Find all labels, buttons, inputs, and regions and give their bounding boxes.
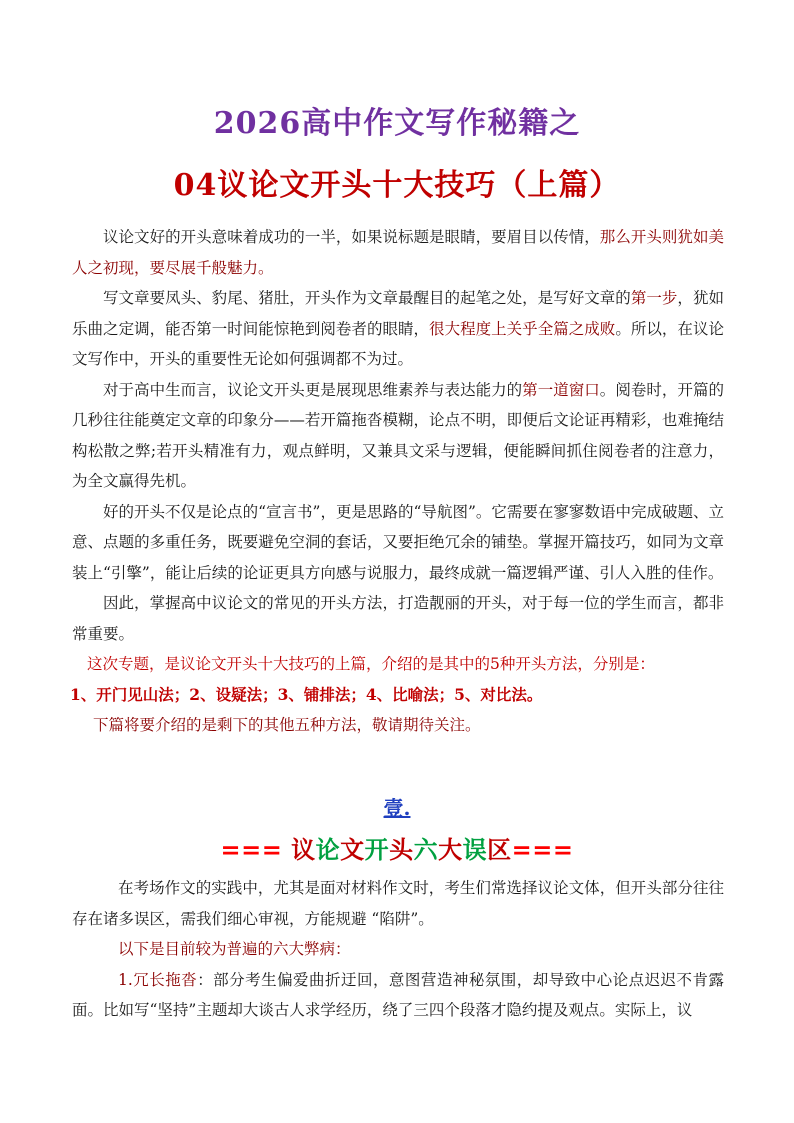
section-paragraph-2: 以下是目前较为普遍的六大弊病： [118,940,351,958]
intro-paragraph-1 [72,222,724,283]
section-title-part: 议 [291,835,316,864]
section-title-part: 头 [389,835,414,864]
section-paragraph-1: 在考场作文的实践中，尤其是面对材料作文时，考生们常选择议论文体，但开头部分往往存在诸多误区，需我们细心审视，方能规避 “陷阱”。 [72,879,724,928]
section-title-part: 开 [364,835,390,864]
section-title-part: 大 [438,835,463,864]
document-title-line2: 04议论文开头十大技巧（上篇） [173,168,621,203]
intro-p3-text-b: 。阅卷时，开篇的几秒往往能奠定文章的印象分——若开篇拖沓模糊，论点不明，即便后文论证再精彩，也难掩结构松散之弊;若开头精准有力，观点鲜明，又兼具文采与逻辑，便能瞬间抓住阅卷者的注意力，为全文赢得先机。 [72,380,724,490]
document-title-line1: 2026高中作文写作秘籍之 [213,106,581,141]
intro-p3-text-a: 对于高中生而言，议论文开头更是展现思维素养与表达能力的 [103,380,523,399]
section-title-part: 论 [315,835,341,864]
intro-p2-highlight-b: 很大程度上关乎全篇之成败 [429,319,616,338]
intro-paragraph-4: 好的开头不仅是论点的“宣言书”，更是思路的“导航图”。它需要在寥寥数语中完成破题、立意、点题的多重任务，既要避免空洞的套话，又要拒绝冗余的铺垫。掌握开篇技巧，如同为文章装上“引擎”，能让后续的论证更具方向感与说服力，最终成就一篇逻辑严谨、引人入胜的佳作。 [72,502,724,582]
intro-p2-text-a: 写文章要凤头、豹尾、猪肚，开头作为文章最醒目的起笔之处，是写好文章的 [103,289,631,307]
intro-p2-text-c: 。所以，在议论文写作中，开头的重要性无论如何强调都不为过。 [72,319,724,368]
intro-body [72,222,724,741]
intro-p2-highlight-a: 第一步 [630,289,678,307]
section-title-part: 区 [487,835,512,864]
intro-paragraph-3 [72,375,724,497]
intro-paragraph-2 [72,283,724,375]
section-body [72,873,724,1026]
section-title-part [282,835,291,864]
section-number: 壹. [383,796,411,820]
section-title-part: 误 [462,835,488,864]
intro-p2-text-b: ，犹如乐曲之定调，能否第一时间能惊艳到阅卷者的眼睛， [72,289,724,338]
section-title-part: 六 [413,835,439,864]
intro-p1-text: 议论文好的开头意味着成功的一半，如果说标题是眼睛，要眉目以传情， [103,228,600,246]
section-title-part: 文 [340,835,365,864]
intro-paragraph-5: 因此，掌握高中议论文的常见的开头方法，打造靓丽的开头，对于每一位的学生而言，都非常重要。 [72,594,724,643]
intro-paragraph-8: 下篇将要介绍的是剩下的其他五种方法，敬请期待关注。 [93,716,481,734]
section-title [0,830,794,865]
intro-paragraph-6: 这次专题，是议论文开头十大技巧的上篇，介绍的是其中的5种开头方法，分别是： [87,655,655,673]
section-title-part: === [220,835,283,864]
section-item-1-text: ：部分考生偏爱曲折迂回，意图营造神秘氛围，却导致中心论点迟迟不肯露面。比如写“坚持”主题却大谈古人求学经历，绕了三四个段落才隐约提及观点。实际上，议 [72,970,724,1019]
method-list: 1、开门见山法；2、设疑法；3、铺排法；4、比喻法；5、对比法。 [70,684,543,704]
section-item-1-label: 1.冗长拖沓 [118,970,198,989]
intro-p1-highlight: 那么开头则犹如美人之初现，要尽展千般魅力。 [72,228,724,277]
intro-p3-highlight: 第一道窗口 [522,380,600,399]
section-item-1 [72,965,724,1026]
section-title-part: === [511,835,574,864]
